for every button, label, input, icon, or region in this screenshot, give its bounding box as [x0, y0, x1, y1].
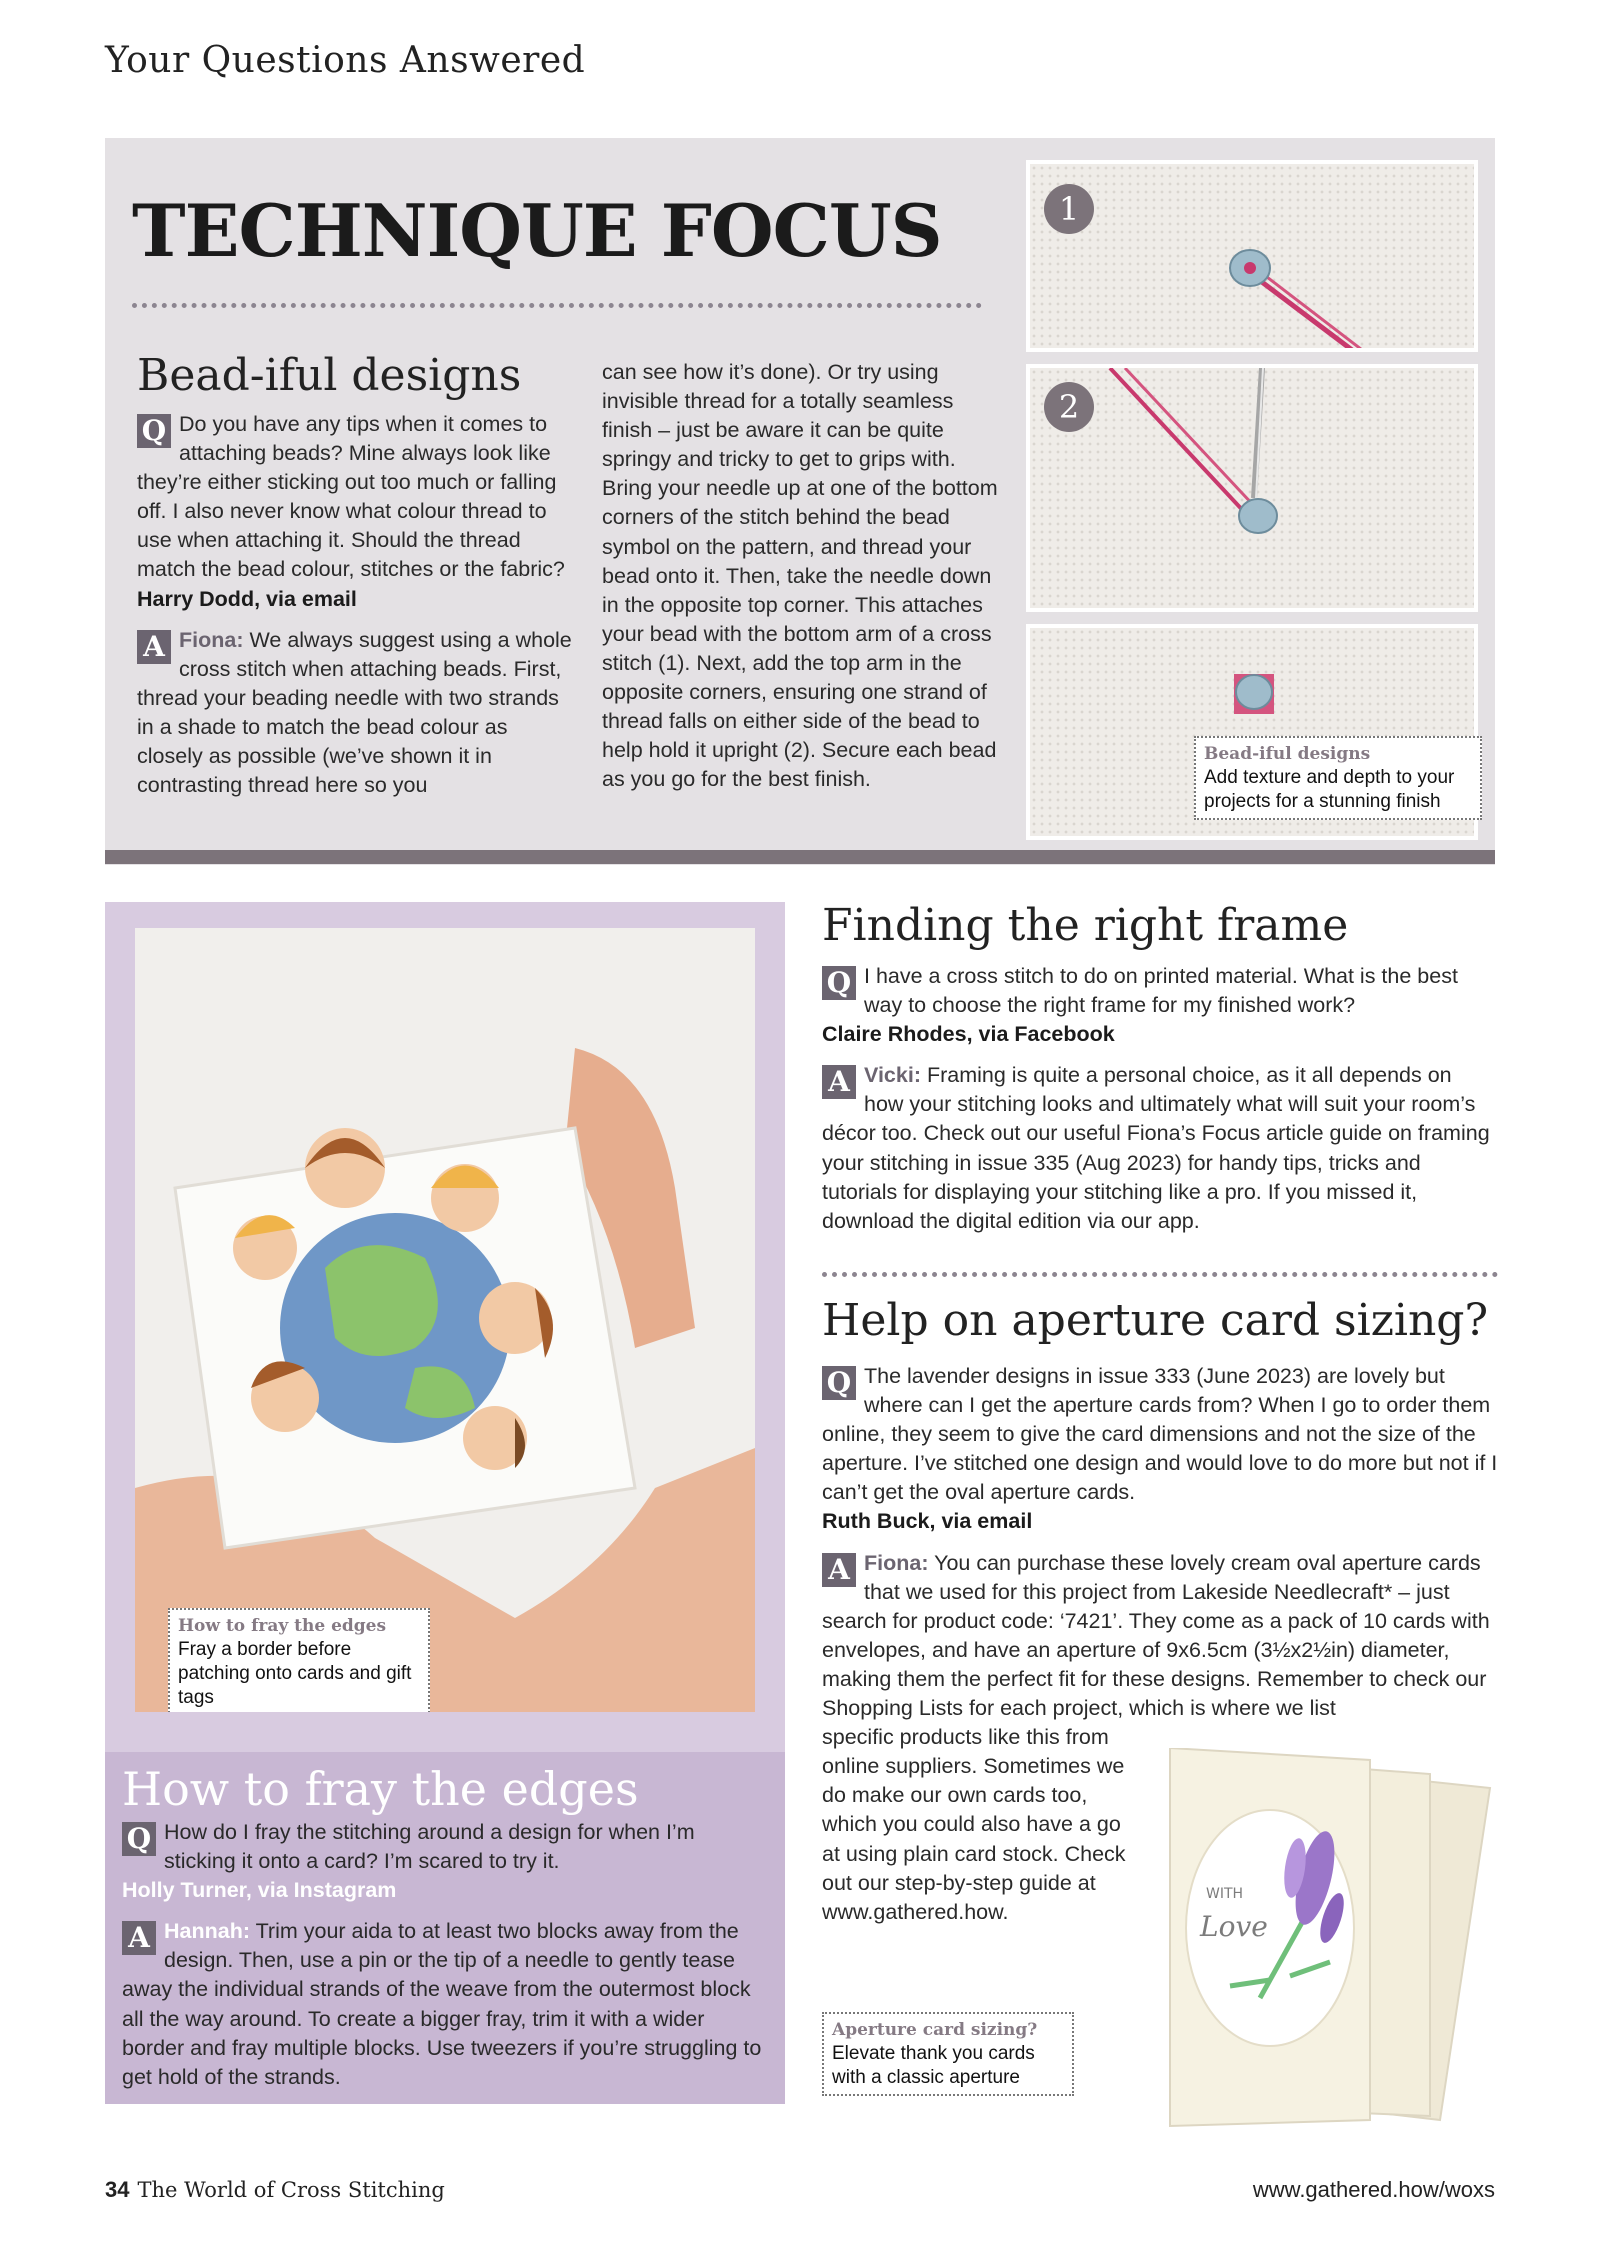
frame-answer-name: Vicki:: [864, 1063, 921, 1088]
answer-mark-badge: A: [822, 1065, 856, 1099]
bead-asker: Harry Dodd, via email: [137, 586, 357, 611]
frame-asker: Claire Rhodes, via Facebook: [822, 1022, 1115, 1047]
technique-focus-title: TECHNIQUE FOCUS: [132, 188, 942, 273]
footer-url[interactable]: www.gathered.how/woxs: [1252, 2177, 1495, 2202]
dotted-divider: [132, 303, 982, 308]
fray-caption-title: How to fray the edges: [178, 1616, 387, 1636]
bead-caption-title: Bead-iful designs: [1204, 744, 1371, 764]
bead-answer-part1: We always suggest using a whole cross stitch when attaching beads. First, thread your beading needle with two strands in a shade to match the bead colour as closely as possible (we’ve shown it in contrasting thread here so you: [137, 627, 572, 798]
bead-answer-part2: can see how it’s done). Or try using invisible thread for a totally seamless finish – just be aware it can be quite springy and tricky to get to grips with. Bring your needle up at one of the bottom corners of the stitch behind the bead symbol on the pattern, and thread your bead onto it. Then, take the needle down in the opposite top corner. This attaches your bead with the bottom arm of a cross stitch (1). Next, add the top arm in the opposite corners, ensuring one strand of thread falls on either side of the bead to help hold it upright (2). Secure each bead as you go for the best finish.: [602, 360, 998, 792]
step-1-badge: 1: [1044, 184, 1094, 234]
panel-bottom-bar: [105, 850, 1495, 864]
fray-body: [122, 1818, 772, 2092]
fray-answer: Trim your aida to at least two blocks away from the design. Then, use a pin or the tip of a needle to gently tease away the individual strands of the weave from the outermost block all the way around. To create a bigger fray, trim it with a wider border and fray multiple blocks. Use tweezers if you’re struggling to get hold of the strands.: [122, 1919, 762, 2089]
bead-heading: Bead-iful designs: [137, 350, 522, 401]
fray-heading: How to fray the edges: [122, 1762, 639, 1816]
bead-column-2: [602, 358, 1007, 794]
frame-answer: Framing is quite a personal choice, as it all depends on how your stitching looks and ultimately what will suit your room’s décor too. Check out our useful Fiona’s Focus article guide on framing your stitching in issue 335 (Aug 2023) for handy tips, tricks and tutorials for displaying your stitching like a pro. If you missed it, download the digital edition via our app.: [822, 1063, 1490, 1233]
step-2-badge: 2: [1044, 382, 1094, 432]
dotted-divider: [822, 1272, 1498, 1277]
frame-question: I have a cross stitch to do on printed material. What is the best way to choose the right frame for my finished work?: [864, 964, 1458, 1018]
question-mark-badge: Q: [822, 966, 856, 1000]
aperture-caption-text: Elevate thank you cards with a classic aperture: [832, 2043, 1035, 2088]
aperture-caption: [822, 2012, 1074, 2096]
bead-question: Do you have any tips when it comes to attaching beads? Mine always look like they’re either sticking out too much or falling off. I also never know what colour thread to use when attaching it. Should the thread match the bead colour, stitches or the fabric?: [137, 412, 565, 582]
footer-left: [105, 2177, 445, 2203]
answer-mark-badge: A: [122, 1921, 156, 1955]
fray-caption: [168, 1608, 430, 1712]
fray-caption-text: Fray a border before patching onto cards and gift tags: [178, 1639, 412, 1708]
bead-column-1: [137, 410, 577, 800]
aperture-cards-photo: [1140, 1748, 1500, 2128]
frame-body: [822, 962, 1492, 1236]
question-mark-badge: Q: [822, 1366, 856, 1400]
answer-mark-badge: A: [822, 1553, 856, 1587]
bead-step-2-photo: [1026, 364, 1478, 612]
bead-caption: [1194, 736, 1482, 820]
aperture-question: The lavender designs in issue 333 (June 2023) are lovely but where can I get the aperture cards from? When I go to order them online, they seem to give the card dimensions and not the size of the aperture. I’ve stitched one design and would love to do more but not if I can’t get the oval aperture cards.: [822, 1364, 1498, 1505]
aperture-caption-title: Aperture card sizing?: [832, 2020, 1038, 2040]
page-number: 34: [105, 2177, 130, 2202]
fray-answer-name: Hannah:: [164, 1919, 250, 1944]
question-mark-badge: Q: [137, 414, 171, 448]
bead-answer-name: Fiona:: [179, 627, 244, 652]
fray-photo: [135, 928, 755, 1712]
magazine-name: The World of Cross Stitching: [137, 2178, 445, 2202]
aperture-answer-part1: You can purchase these lovely cream oval aperture cards that we used for this project from Lakeside Needlecraft* – just search for product code: ‘7421’. They come as a pack of 10 cards with envelopes, and have an aperture of 9x6.5cm (3½x2½in) diameter, making them the perfect fit for these designs. Remember to check our Shopping Lists for each project, which is where we list: [822, 1550, 1490, 1721]
card-love-text: Love: [1200, 1910, 1268, 1943]
bead-step-1-photo: [1026, 160, 1478, 352]
fray-question: How do I fray the stitching around a design for when I’m sticking it onto a card? I’m scared to try it.: [164, 1820, 695, 1874]
fray-asker: Holly Turner, via Instagram: [122, 1878, 397, 1903]
aperture-answer-name: Fiona:: [864, 1550, 929, 1575]
aperture-heading: Help on aperture card sizing?: [822, 1295, 1489, 1346]
question-mark-badge: Q: [122, 1822, 156, 1856]
aperture-asker: Ruth Buck, via email: [822, 1509, 1033, 1534]
answer-mark-badge: A: [137, 630, 171, 664]
card-with-text: WITH: [1206, 1886, 1244, 1902]
bead-caption-text: Add texture and depth to your projects for a stunning finish: [1204, 767, 1455, 812]
frame-heading: Finding the right frame: [822, 900, 1349, 951]
aperture-answer-part2: specific products like this from online suppliers. Sometimes we do make our own cards too, which you could also have a go at using plain card stock. Check out our step-by-step guide at www.gathered.how.: [822, 1725, 1126, 1924]
section-header: Your Questions Answered: [105, 40, 586, 81]
